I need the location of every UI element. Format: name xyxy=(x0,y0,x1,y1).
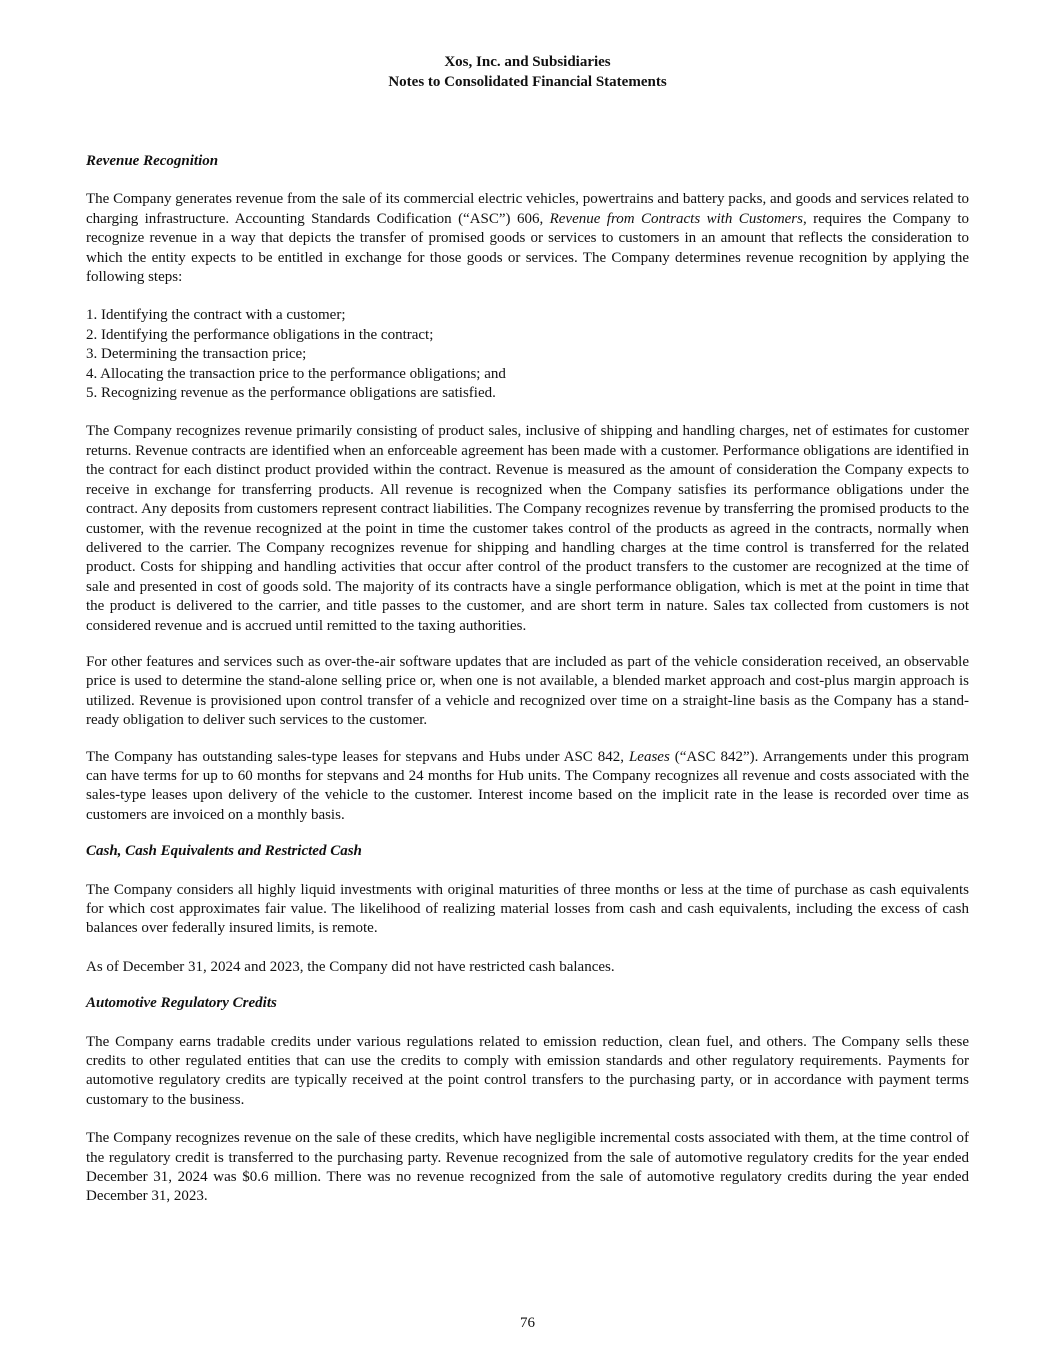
revenue-product-sales-paragraph: The Company recognizes revenue primarily consisting of product sales, inclusive of shipping and handling charges, net of estimates for customer returns. Revenue contracts are identified when an enforceable agreement has been made with a customer. Performance obligations are identified in the contract for each distinct product provided within the contract. Revenue is measured as the amount of consideration the Company expects to receive in exchange for transferring products. All revenue is recognized when the Company satisfies its performance obligations under the contract. Any deposits from customers represent contract liabilities. The Company recognizes revenue by transferring the promised products to the customer, with the revenue recognized at the point in time the customer takes control of the products as agreed in the contracts, normally when delivered to the carrier. The Company recognizes revenue for shipping and handling charges at the time control is transferred for the related product. Costs for shipping and handling activities that occur after control of the product transfers to the customer are recognized at the time of sale and presented in cost of goods sold. The majority of its contracts have a single performance obligation, which is met at the point in time that the product is delivered to the carrier, and title passes to the customer, and are short term in nature. Sales tax collected from customers is not considered revenue and is accrued until remitted to the taxing authorities. xyxy=(86,423,969,634)
revenue-steps-list xyxy=(86,306,969,403)
page-number: 76 xyxy=(520,1315,535,1331)
revenue-intro-text-1: The Company generates revenue from the sale of its commercial electric vehicles, powertrains and battery packs, and goods and services related to charging infrastructure. Accounting Standards Codification (“ASC”) 606, xyxy=(86,191,969,227)
leases-text-2: (“ASC 842”). Arrangements under this program can have terms for up to 60 months for stepvans and 24 months for Hub units. The Company recognizes all revenue and costs associated with the sales-type leases upon delivery of the vehicle to the customer. Interest income based on the implicit rate in the lease is recorded over time as customers are invoiced on a monthly basis. xyxy=(86,748,969,823)
company-name: Xos, Inc. and Subsidiaries xyxy=(444,54,611,70)
leases-text-1: The Company has outstanding sales-type leases for stepvans and Hubs under ASC 842, xyxy=(86,748,629,765)
list-item: 2. Identifying the performance obligations in the contract; xyxy=(86,326,434,343)
section-heading-revenue-recognition: Revenue Recognition xyxy=(86,153,219,169)
list-item: 3. Determining the transaction price; xyxy=(86,346,307,363)
revenue-intro-italic-standard: Revenue from Contracts with Customers xyxy=(549,210,803,227)
section-heading-cash: Cash, Cash Equivalents and Restricted Cash xyxy=(86,843,362,860)
list-item: 4. Allocating the transaction price to the performance obligations; and xyxy=(86,365,506,382)
revenue-ota-services-paragraph: For other features and services such as over-the-air software updates that are included as part of the vehicle consideration received, an observable price is used to determine the stand-alone selling price or, when one is not available, a blended market approach and cost-plus margin approach is utilized. Revenue is provisioned upon control transfer of a vehicle and recognized over time on a straight-line basis as the Company has a stand-ready obligation to deliver such services to the customer. xyxy=(86,653,969,729)
leases-italic: Leases xyxy=(628,748,670,765)
credits-revenue-paragraph: The Company recognizes revenue on the sale of these credits, which have negligible incremental costs associated with them, at the time control of the regulatory credit is transferred to the purchasing party. Revenue recognized from the sale of automotive regulatory credits for the year ended December 31, 2024 was $0.6 million. There was no revenue recognized from the sale of automotive regulatory credits during the year ended December 31, 2023. xyxy=(86,1130,969,1205)
list-item: 5. Recognizing revenue as the performance obligations are satisfied. xyxy=(86,385,496,402)
revenue-intro-paragraph xyxy=(86,190,969,287)
revenue-leases-paragraph xyxy=(86,748,969,826)
revenue-intro-text-2: , requires the Company to recognize revenue in a way that depicts the transfer of promised goods or services to customers in an amount that reflects the consideration to which the entity expects to be entitled in exchange for those goods or services. The Company determines revenue recognition by applying the following steps: xyxy=(86,210,969,286)
credits-earning-paragraph: The Company earns tradable credits under various regulations related to emission reduction, clean fuel, and others. The Company sells these credits to other regulated entities that can use the credits to comply with emission standards and other regulatory requirements. Payments for automotive regulatory credits are typically received at the point control transfers to the purchasing party, or in accordance with payment terms customary to the business. xyxy=(86,1033,969,1108)
restricted-cash-paragraph: As of December 31, 2024 and 2023, the Company did not have restricted cash balances. xyxy=(86,958,615,975)
list-item: 1. Identifying the contract with a customer; xyxy=(86,307,346,324)
statement-title: Notes to Consolidated Financial Statements xyxy=(388,74,667,90)
cash-equivalents-paragraph: The Company considers all highly liquid investments with original maturities of three months or less at the time of purchase as cash equivalents for which cost approximates fair value. The likelihood of realizing material losses from cash and cash equivalents, including the excess of cash balances over federally insured limits, is remote. xyxy=(86,881,969,937)
section-heading-regulatory-credits: Automotive Regulatory Credits xyxy=(86,995,277,1012)
